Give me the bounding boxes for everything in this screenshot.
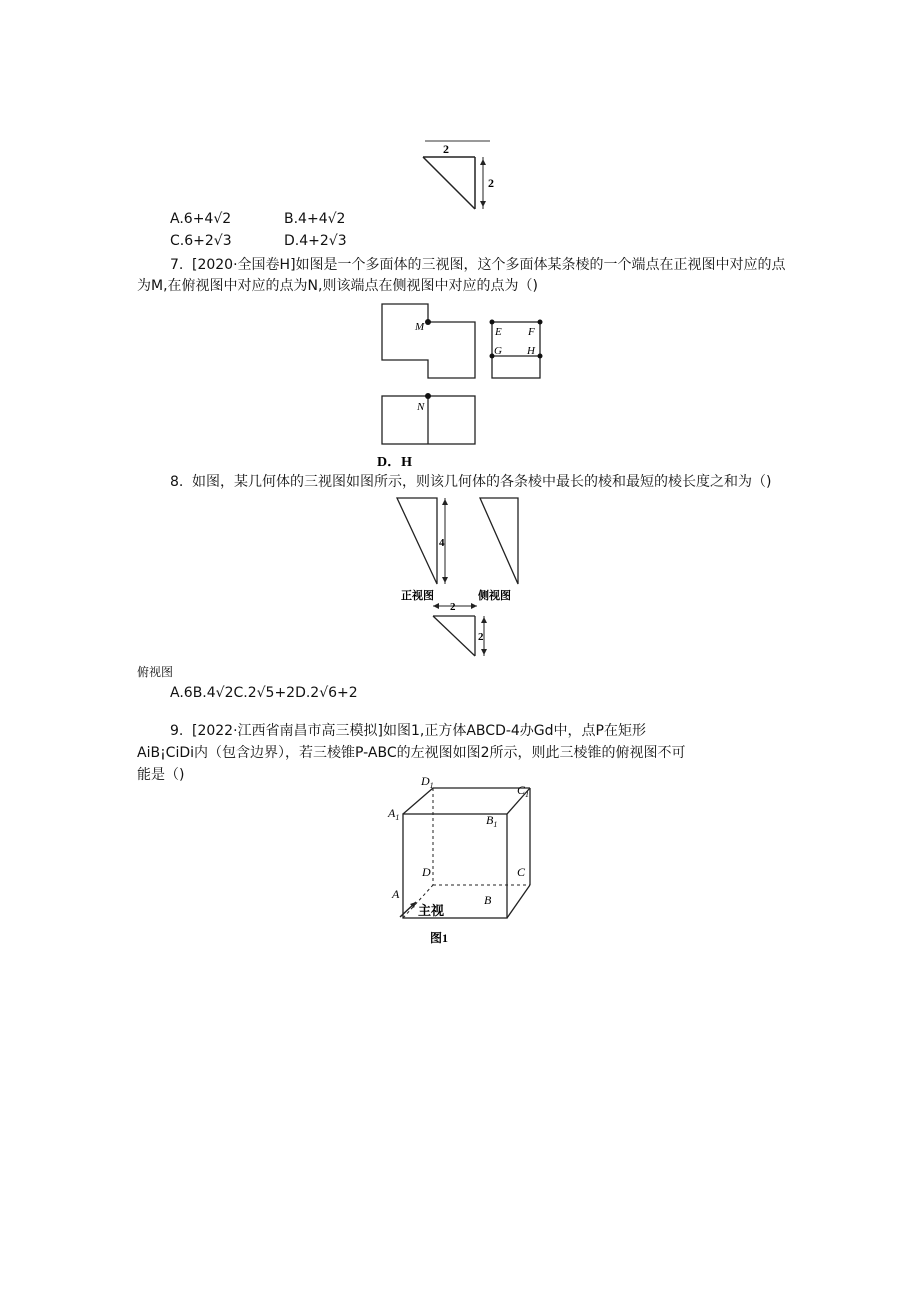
q9-line3: 能是（) xyxy=(137,767,185,783)
q7-label-g: G xyxy=(494,345,502,357)
q8-number: 8. xyxy=(170,474,184,490)
q8-dim-top: 2 xyxy=(450,601,456,613)
q8-text: 如图，某几何体的三视图如图所示，则该几何体的各条棱中最长的棱和最短的棱长度之和为（) xyxy=(192,474,772,490)
q8-three-views xyxy=(395,492,535,662)
q6-dim-top: 2 xyxy=(443,142,449,156)
q7-label-n: N xyxy=(417,401,425,413)
q9-number: 9. xyxy=(170,723,184,739)
q9-label-d1: $D_1$ xyxy=(421,774,434,790)
q8-dim-side: 2 xyxy=(478,631,484,643)
q7-label-e: E xyxy=(495,326,502,338)
q7-label-f: F xyxy=(528,326,535,338)
q9-label-a: A xyxy=(392,887,400,901)
q8-dim-height: 4 xyxy=(439,537,445,549)
q9-line2: AiB¡CiDi内（包含边界），若三棱锥P-ABC的左视图如图2所示，则此三棱锥的俯视图不可 xyxy=(137,745,686,761)
q7-answer-fragment: D．H xyxy=(377,455,412,470)
q9-main-view-label: 主视 xyxy=(418,903,445,918)
q9-label-c1: $C_1$ xyxy=(517,783,530,799)
q6-dim-side: 2 xyxy=(488,176,494,190)
q6-option-a: A.6+4√2 xyxy=(170,211,232,227)
q6-figure xyxy=(415,135,505,215)
q7-label-h: H xyxy=(527,345,535,357)
q9-label-b1: $B_1$ xyxy=(486,813,498,829)
q6-option-c: C.6+2√3 xyxy=(170,233,232,249)
q6-option-b: B.4+4√2 xyxy=(284,211,346,227)
q8-options: A.6B.4√2C.2√5+2D.2√6+2 xyxy=(170,685,358,701)
q9-label-b: B xyxy=(484,893,492,907)
q7-number: 7. xyxy=(170,257,184,273)
q8-side-label: 侧视图 xyxy=(478,590,511,602)
q9-label-c: C xyxy=(517,865,526,879)
q8-top-view-label: 俯视图 xyxy=(137,665,174,679)
q9-label-d: D xyxy=(422,865,431,879)
q9-cube-figure xyxy=(380,772,550,952)
q7-line1: [2020·全国卷H]如图是一个多面体的三视图，这个多面体某条棱的一个端点在正视图中对应的点 xyxy=(192,257,786,273)
q9-line1: [2022·江西省南昌市高三模拟]如图1,正方体ABCD-4办Gd中，点P在矩形 xyxy=(192,723,646,739)
q7-three-views xyxy=(377,300,560,470)
q9-figure-caption: 图1 xyxy=(430,931,449,945)
q8-front-label: 正视图 xyxy=(401,590,434,602)
q7-line2: 为M,在俯视图中对应的点为N,则该端点在侧视图中对应的点为（) xyxy=(137,278,538,294)
q6-option-d: D.4+2√3 xyxy=(284,233,347,249)
q7-label-m: M xyxy=(415,321,425,333)
q9-label-a1: $A_1$ xyxy=(388,806,400,822)
